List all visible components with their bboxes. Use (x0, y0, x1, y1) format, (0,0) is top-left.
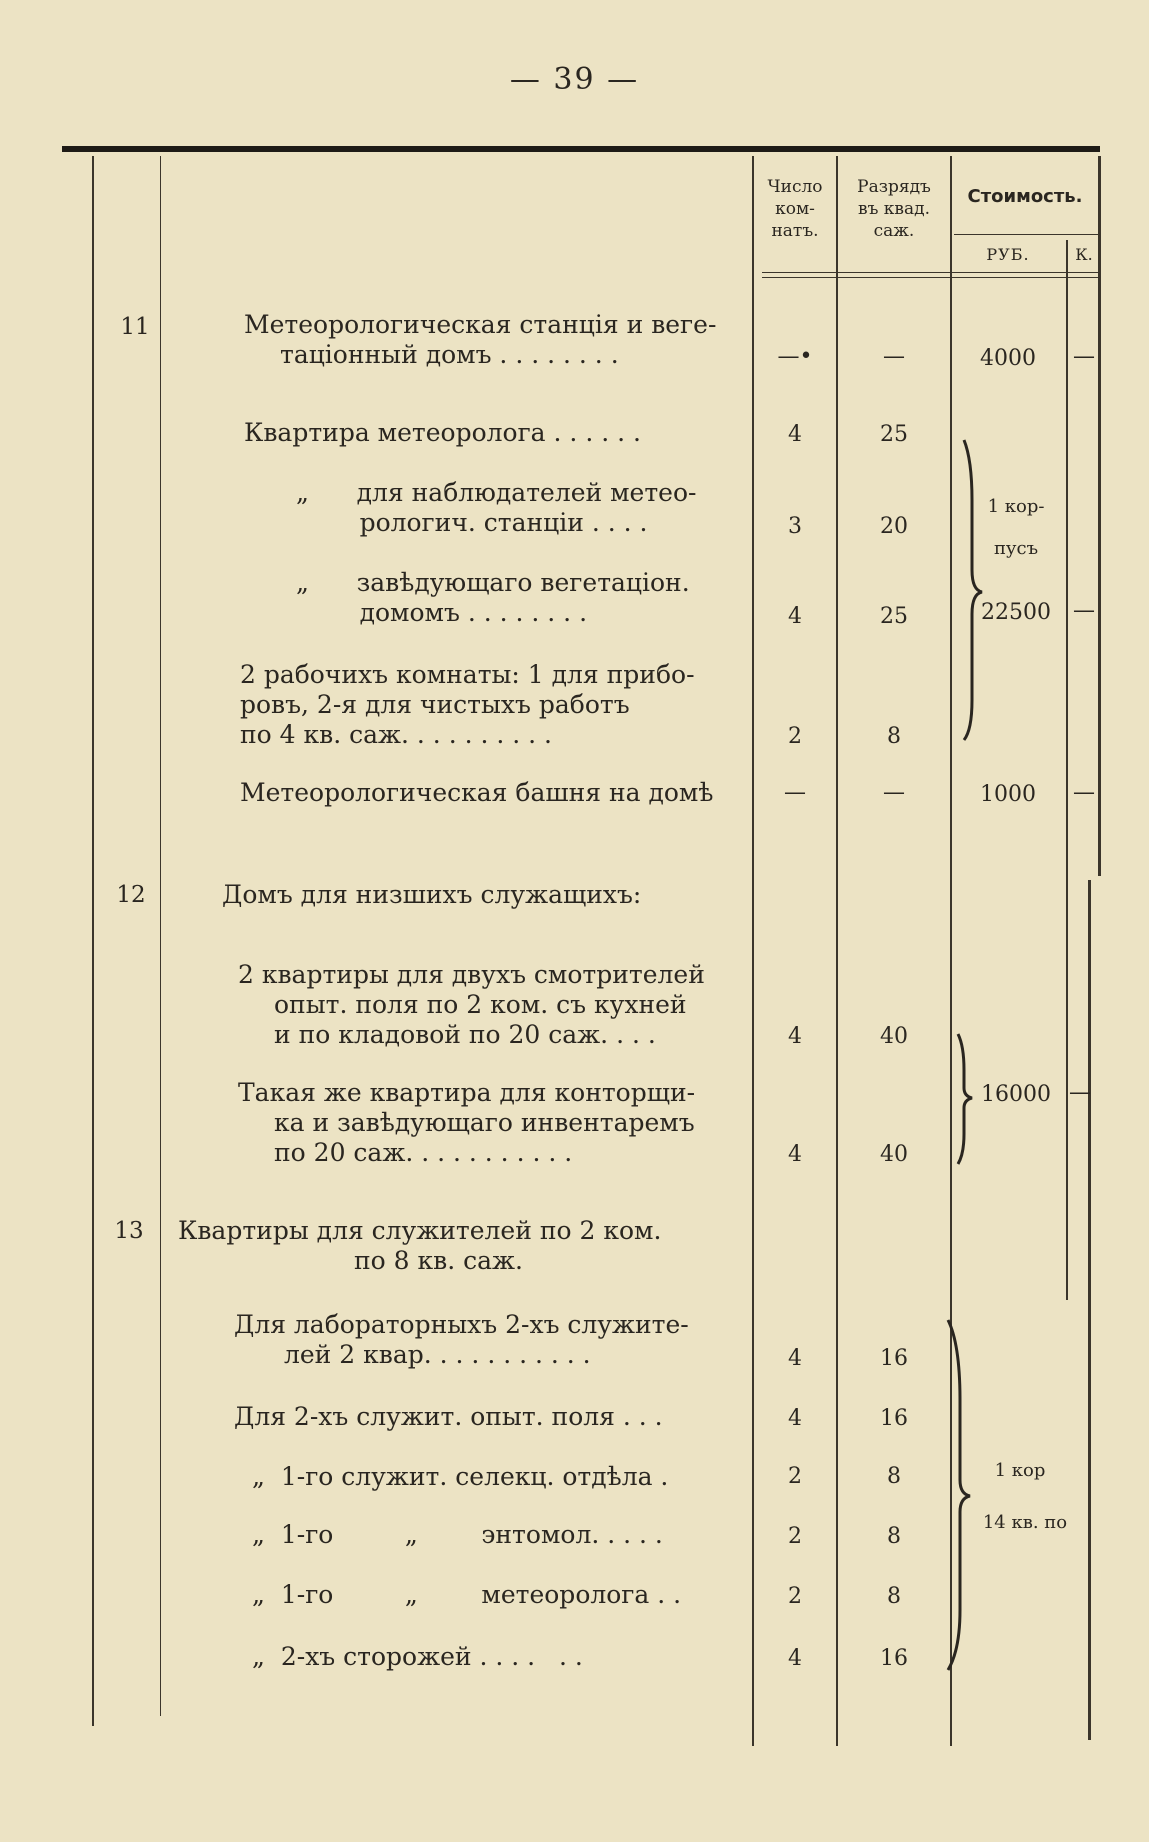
row-text: Квартиры для служителей по 2 ком. по 8 кв. саж. (178, 1216, 662, 1275)
group-brace (958, 440, 988, 740)
category-cell: — (883, 780, 905, 805)
rooms-cell: 4 (788, 604, 802, 629)
row-text: „ завѣдующаго вегетаціон. домомъ . . . . . . . . (296, 568, 690, 627)
category-cell: 40 (880, 1142, 908, 1167)
row-text: „ 1-го „ энтомол. . . . . (252, 1520, 663, 1549)
row-text: Для 2-хъ служит. опыт. поля . . . (234, 1402, 663, 1431)
item-number-12: 12 (116, 882, 146, 908)
top-rule (62, 146, 1100, 152)
row-text: „ 1-го „ метеоролога . . (252, 1580, 682, 1609)
row-text: „ 1-го служит. селекц. отдѣла . (252, 1462, 669, 1491)
category-cell: 40 (880, 1024, 908, 1049)
row-text: 2 квартиры для двухъ смотрителей опыт. поля по 2 ком. съ кухней и по кладовой по 20 саж. . . . (238, 960, 705, 1049)
rooms-cell: 4 (788, 1024, 802, 1049)
kop-cell: — (1073, 598, 1095, 623)
category-cell: 8 (887, 1524, 901, 1549)
rooms-cell: 2 (788, 724, 802, 749)
category-cell: 16 (880, 1346, 908, 1371)
rooms-cell: —• (777, 344, 813, 369)
header-rooms: Число ком- натъ. (767, 177, 823, 241)
row-text: Для лабораторныхъ 2-хъ служите- лей 2 квар. . . . . . . . . . . (234, 1310, 689, 1369)
rooms-cell: 4 (788, 1142, 802, 1167)
category-cell: 8 (887, 724, 901, 749)
row-text: Такая же квартира для конторщи- ка и завѣдующаго инвентаремъ по 20 саж. . . . . . . . . . . (238, 1078, 696, 1167)
cost-cell: 16000 (981, 1082, 1051, 1107)
right-border-lower (1088, 880, 1091, 1740)
category-cell: 16 (880, 1406, 908, 1431)
row-text: „ 2-хъ сторожей . . . . . . (252, 1642, 583, 1671)
group-note: 14 кв. по (982, 1512, 1068, 1533)
category-cell: 16 (880, 1646, 908, 1671)
header-subrule (954, 234, 1098, 235)
kop-cell: — (1069, 1080, 1091, 1105)
rooms-cell: 4 (788, 1646, 802, 1671)
header-rub: РУБ. (986, 245, 1030, 264)
rooms-cell: 3 (788, 514, 802, 539)
category-cell: 20 (880, 514, 908, 539)
group-note: пусъ (993, 538, 1039, 559)
page-number: — 39 — (509, 62, 640, 97)
rooms-cell: 2 (788, 1464, 802, 1489)
rooms-cell: 4 (788, 1406, 802, 1431)
rooms-cell: 2 (788, 1584, 802, 1609)
category-cell: — (883, 344, 905, 369)
col-line-cat (836, 156, 838, 1746)
category-cell: 25 (880, 422, 908, 447)
category-cell: 25 (880, 604, 908, 629)
cost-cell: 4000 (980, 346, 1036, 371)
header-cost: Стоимость. (967, 186, 1083, 207)
row-text: Метеорологическая башня на домѣ (240, 778, 714, 807)
item-number-13: 13 (114, 1218, 144, 1244)
row-text: Метеорологическая станція и веге- таціонный домъ . . . . . . . . (244, 310, 717, 369)
row-text: 2 рабочихъ комнаты: 1 для прибо- ровъ, 2-я для чистыхъ работъ по 4 кв. саж. . . . . . . . . . (240, 660, 695, 749)
row-text: Домъ для низшихъ служащихъ: (222, 880, 642, 909)
col-line-num (92, 156, 94, 1726)
rooms-cell: 4 (788, 1346, 802, 1371)
rooms-cell: 4 (788, 422, 802, 447)
col-line-kop (1066, 240, 1068, 1300)
item-number-11: 11 (120, 314, 150, 340)
group-brace (944, 1320, 974, 1670)
category-cell: 8 (887, 1464, 901, 1489)
kop-cell: — (1073, 344, 1095, 369)
col-line-rooms (752, 156, 754, 1746)
row-text: Квартира метеоролога . . . . . . (244, 418, 641, 447)
cost-cell: 1000 (980, 782, 1036, 807)
kop-cell: — (1073, 780, 1095, 805)
cost-cell: 22500 (981, 600, 1051, 625)
header-category: Разрядъ въ квад. саж. (857, 177, 931, 241)
group-note: 1 кор- (987, 496, 1045, 517)
category-cell: 8 (887, 1584, 901, 1609)
row-text: „ для наблюдателей метео- рологич. станціи . . . . (296, 478, 697, 537)
header-kop: К. (1075, 245, 1093, 264)
rooms-cell: 2 (788, 1524, 802, 1549)
header-bottom-rule (762, 272, 1098, 273)
col-line-text (160, 156, 161, 1716)
rooms-cell: — (784, 780, 806, 805)
group-note: 1 кор (994, 1460, 1046, 1481)
header-bottom-rule-2 (762, 277, 1098, 278)
